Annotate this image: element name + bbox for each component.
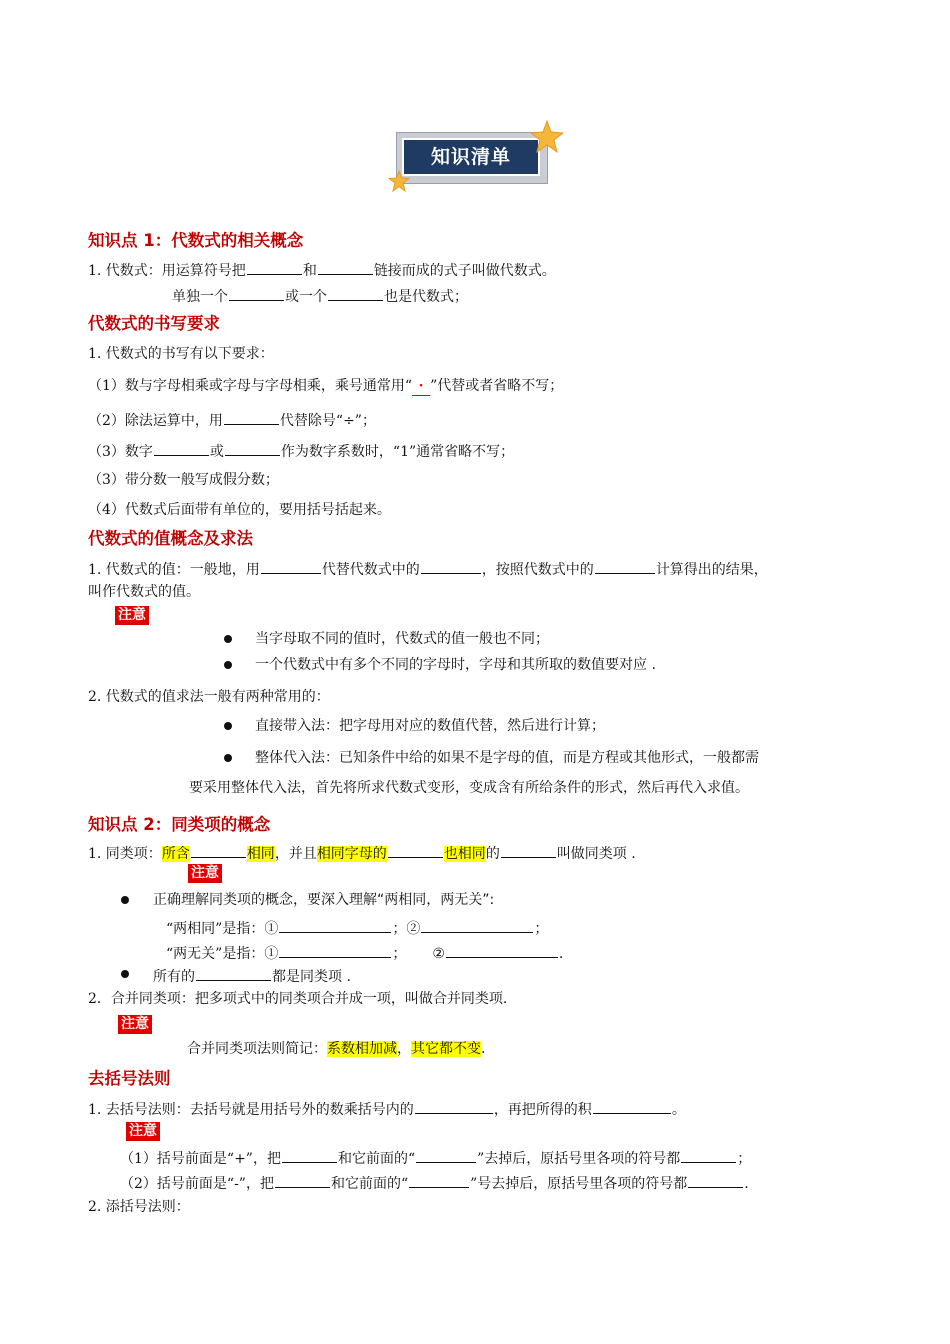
text: ；: [392, 946, 407, 962]
text: （1）括号前面是“+”，把: [120, 1151, 281, 1167]
text: ；: [737, 1151, 752, 1167]
text: 或一个: [285, 289, 327, 305]
text: .: [558, 946, 564, 962]
s3-bullet-4: 整体代入法：已知条件中给的如果不是字母的值，而是方程或其他形式，一般都需: [255, 750, 759, 766]
text: 代替代数式中的: [321, 562, 420, 578]
fill-blank[interactable]: [224, 410, 279, 425]
heading-knowledge-point-2: 知识点 2：同类项的概念: [88, 815, 271, 834]
s3-line-2: 2. 代数式的值求法一般有两种常用的：: [88, 689, 330, 705]
text: 合并同类项法则简记：: [187, 1041, 327, 1057]
fill-blank[interactable]: [318, 260, 373, 275]
s2-rule-5: （4）代数式后面带有单位的，要用括号括起来。: [88, 502, 391, 518]
highlighted-text: 其它都不变: [411, 1041, 481, 1057]
fill-blank[interactable]: [593, 1099, 671, 1114]
s3-bullet-4-cont: 要采用整体代入法，首先将所求代数式变形，变成含有所给条件的形式，然后再代入求值。: [189, 780, 749, 796]
s4-line-2: 2．合并同类项：把多项式中的同类项合并成一项，叫做合并同类项.: [88, 991, 508, 1007]
text: （1）数与字母相乘或字母与字母相乘，乘号通常用“: [88, 378, 413, 394]
fill-blank[interactable]: [229, 286, 284, 301]
s3-bullet-1: 当字母取不同的值时，代数式的值一般也不同；: [255, 631, 549, 647]
s4-rule-summary: [187, 1041, 485, 1058]
fill-blank[interactable]: [225, 441, 280, 456]
highlighted-text: 所含: [161, 846, 190, 862]
text: 的: [485, 846, 500, 862]
fill-blank[interactable]: [412, 378, 430, 396]
text: 和它前面的“: [330, 1176, 409, 1192]
text: ”代替或者省略不写；: [430, 378, 564, 394]
text: “两相同”是指：①: [166, 921, 279, 937]
s3-line-1: [88, 559, 768, 579]
note-badge: 注意: [126, 1122, 160, 1141]
s1-line-2: [172, 286, 468, 306]
s5-rule-2: [120, 1173, 749, 1193]
text: 1. 同类项：: [88, 846, 162, 862]
bullet-icon: [224, 661, 232, 669]
text: 单独一个: [172, 289, 228, 305]
s5-rule-1: [120, 1148, 751, 1168]
text: 和: [302, 263, 317, 279]
s3-bullet-3: 直接带入法：把字母用对应的数值代替，然后进行计算；: [255, 718, 605, 734]
section-banner: [396, 132, 554, 190]
text: 也是代数式；: [384, 289, 468, 305]
text: 。: [671, 1102, 686, 1118]
text: ，并且: [274, 846, 317, 862]
fill-blank[interactable]: [415, 1099, 493, 1114]
s1-line-1: [88, 260, 556, 280]
fill-blank[interactable]: [688, 1173, 743, 1188]
bullet-icon: [224, 754, 232, 762]
text: .: [481, 1041, 486, 1057]
s2-rule-1: [88, 378, 563, 396]
s2-intro: 1. 代数式的书写有以下要求：: [88, 346, 274, 362]
fill-blank[interactable]: [282, 1148, 337, 1163]
fill-blank[interactable]: [196, 966, 271, 981]
s4-two-unrelated: [166, 943, 563, 963]
note-badge: 注意: [188, 864, 222, 883]
highlighted-text: 相同: [246, 846, 275, 862]
text: ，: [397, 1041, 411, 1057]
text: ②: [432, 946, 445, 962]
heading-writing-rules: 代数式的书写要求: [88, 314, 220, 333]
fill-blank[interactable]: [247, 260, 302, 275]
fill-blank[interactable]: [501, 843, 556, 858]
fill-blank[interactable]: [191, 843, 246, 858]
heading-knowledge-point-1: 知识点 1：代数式的相关概念: [88, 231, 304, 250]
fill-blank[interactable]: [261, 559, 321, 574]
text: ；②: [392, 921, 421, 937]
text: “两无关”是指：①: [166, 946, 279, 962]
text: 和它前面的“: [337, 1151, 416, 1167]
fill-blank[interactable]: [681, 1148, 736, 1163]
heading-remove-brackets: 去括号法则: [88, 1069, 171, 1088]
text: 所有的: [153, 969, 195, 985]
fill-blank[interactable]: [446, 943, 558, 958]
s4-two-same: [166, 918, 548, 938]
text: ，按照代数式中的: [481, 562, 594, 578]
s3-bullet-2: 一个代数式中有多个不同的字母时，字母和其所取的数值要对应 .: [255, 657, 656, 673]
text: .: [744, 1176, 749, 1192]
s2-rule-3: [88, 441, 514, 461]
fill-blank[interactable]: [275, 1173, 330, 1188]
bullet-icon: [121, 896, 129, 904]
fill-blank[interactable]: [279, 943, 391, 958]
text: （3）数字: [88, 444, 153, 460]
fill-blank[interactable]: [154, 441, 209, 456]
s3-line-1-cont: 叫作代数式的值。: [88, 584, 200, 600]
text: ”号去掉后，原括号里各项的符号都: [470, 1176, 688, 1192]
fill-blank[interactable]: [409, 1173, 469, 1188]
text: ”去掉后，原括号里各项的符号都: [477, 1151, 681, 1167]
fill-blank[interactable]: [416, 1148, 476, 1163]
s4-bullet-2: [153, 966, 351, 986]
note-badge: 注意: [115, 606, 149, 625]
highlighted-text: 也相同: [443, 846, 486, 862]
fill-blank[interactable]: [328, 286, 383, 301]
highlighted-text: 系数相加减: [327, 1041, 397, 1057]
note-badge: 注意: [118, 1015, 152, 1034]
bullet-icon: [224, 635, 232, 643]
fill-blank[interactable]: [388, 843, 443, 858]
text: 代替除号“÷”；: [279, 413, 376, 429]
text: 都是同类项 .: [272, 969, 351, 985]
s4-line-1: [88, 843, 636, 863]
fill-blank[interactable]: [279, 918, 391, 933]
text: 作为数字系数时，“1”通常省略不写；: [280, 444, 515, 460]
fill-blank[interactable]: [421, 918, 533, 933]
text: 计算得出的结果，: [655, 562, 768, 578]
s5-line-1: [88, 1099, 686, 1119]
s2-rule-2: [88, 410, 376, 430]
s2-rule-4: （3）带分数一般写成假分数；: [88, 472, 279, 488]
star-icon: [388, 170, 410, 192]
text: 链接而成的式子叫做代数式。: [373, 263, 556, 279]
text: 叫做同类项 .: [556, 846, 636, 862]
star-icon: [530, 120, 564, 154]
text: 1. 代数式：用运算符号把: [88, 263, 246, 279]
text: ，再把所得的积: [493, 1102, 592, 1118]
text: （2）除法运算中，用: [88, 413, 223, 429]
bullet-icon: [224, 722, 232, 730]
bullet-icon: [121, 970, 129, 978]
s4-bullet-1: 正确理解同类项的概念，要深入理解“两相同，两无关”:: [153, 892, 495, 908]
fill-blank[interactable]: [421, 559, 481, 574]
highlighted-text: 相同字母的: [316, 846, 387, 862]
text: ；: [534, 921, 549, 937]
dot-symbol: ·: [418, 378, 424, 394]
s5-line-2: 2. 添括号法则：: [88, 1199, 190, 1215]
heading-expression-value: 代数式的值概念及求法: [88, 529, 253, 548]
text: （2）括号前面是“-”，把: [120, 1176, 274, 1192]
text: 1. 代数式的值：一般地，用: [88, 562, 260, 578]
text: 1. 去括号法则：去括号就是用括号外的数乘括号内的: [88, 1102, 414, 1118]
banner-title: 知识清单: [402, 138, 540, 176]
fill-blank[interactable]: [595, 559, 655, 574]
text: 或: [209, 444, 224, 460]
